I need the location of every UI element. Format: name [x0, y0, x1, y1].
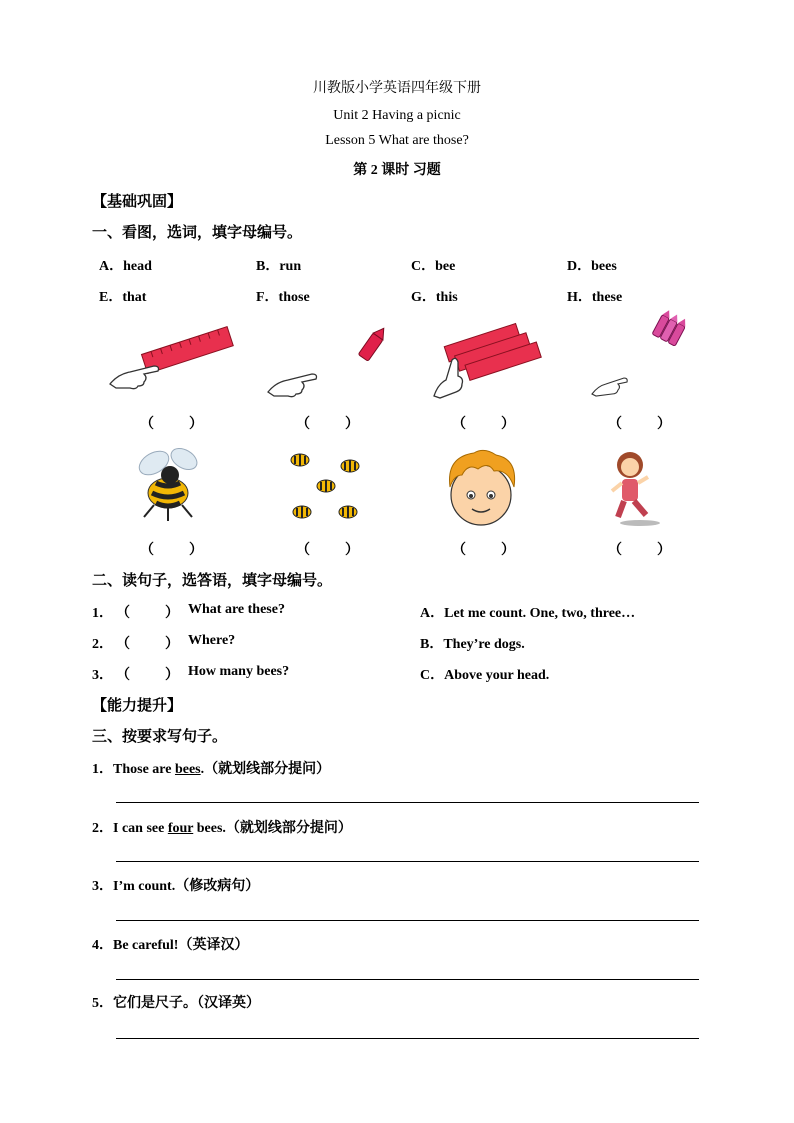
question-3-text: How many bees? — [188, 664, 290, 679]
answer-a: A．Let me count. One, two, three… — [420, 606, 636, 621]
rewrite-item-3 — [92, 875, 259, 895]
question-3-number: 3． — [92, 668, 113, 683]
rewrite-item-2-number: 2． — [92, 821, 113, 836]
rewrite-item-1-underlined: bees — [174, 762, 201, 777]
rewrite-item-1-pre: Those are — [113, 762, 175, 777]
answer-blank-8[interactable]: （ ） — [608, 543, 671, 558]
rewrite-item-1 — [92, 758, 330, 778]
question-1-number: 1． — [92, 606, 113, 621]
rewrite-item-4-pre: Be careful!（英译汉） — [113, 938, 249, 953]
rewrite-item-5-number: 5． — [92, 996, 113, 1011]
option-f: F．those — [256, 290, 310, 305]
bee-picture — [134, 445, 206, 523]
rewrite-item-2-underlined: four — [167, 821, 194, 836]
option-h: H．these — [567, 290, 623, 305]
hand-crayon-picture — [266, 330, 386, 396]
answer-blank-2[interactable]: （ ） — [296, 417, 359, 432]
question-3-blank[interactable]: （ ） — [116, 668, 179, 683]
answer-line-5[interactable] — [116, 1038, 699, 1039]
option-d: D．bees — [567, 259, 617, 274]
section-basic-heading: 【基础巩固】 — [92, 194, 183, 210]
answer-blank-4[interactable]: （ ） — [608, 417, 671, 432]
section-advanced-heading: 【能力提升】 — [92, 698, 183, 714]
option-e: E．that — [99, 290, 147, 305]
question-1-blank[interactable]: （ ） — [116, 606, 179, 621]
rewrite-item-3-pre: I’m count.（修改病句） — [113, 879, 260, 894]
answer-line-4[interactable] — [116, 979, 699, 980]
rewrite-item-3-number: 3． — [92, 879, 113, 894]
answer-line-1[interactable] — [116, 802, 699, 803]
book-title: 川教版小学英语四年级下册 — [313, 81, 481, 96]
answer-blank-5[interactable]: （ ） — [140, 543, 203, 558]
answer-line-3[interactable] — [116, 920, 699, 921]
rewrite-item-1-number: 1． — [92, 762, 113, 777]
question-2-number: 2． — [92, 637, 113, 652]
rewrite-item-2-pre: I can see — [113, 821, 168, 836]
answer-blank-6[interactable]: （ ） — [296, 543, 359, 558]
rewrite-item-5 — [92, 992, 260, 1012]
answer-blank-3[interactable]: （ ） — [452, 417, 515, 432]
part2-title: 二、读句子，选答语，填字母编号。 — [92, 573, 333, 589]
option-c: C．bee — [411, 259, 456, 274]
answer-c: C．Above your head. — [420, 668, 550, 683]
rewrite-item-5-pre: 它们是尺子。（汉译英） — [113, 996, 260, 1011]
part3-title: 三、按要求写句子。 — [92, 729, 228, 745]
lesson-title: Lesson 5 What are those? — [325, 133, 469, 148]
option-a: A．head — [99, 259, 152, 274]
rewrite-item-2-post: bees.（就划线部分提问） — [193, 821, 352, 836]
bees-picture — [284, 446, 366, 526]
boy-head-picture — [438, 447, 524, 529]
rewrite-item-1-post: .（就划线部分提问） — [200, 762, 331, 777]
option-g: G．this — [411, 290, 458, 305]
girl-running-picture — [608, 447, 664, 527]
rewrite-item-4-number: 4． — [92, 938, 113, 953]
option-b: B．run — [256, 259, 302, 274]
unit-title: Unit 2 Having a picnic — [333, 108, 461, 123]
hand-ruler-picture — [108, 322, 233, 394]
hand-crayons-picture — [590, 312, 690, 400]
answer-line-2[interactable] — [116, 861, 699, 862]
question-2-text: Where? — [188, 633, 236, 648]
question-1-text: What are these? — [188, 602, 285, 617]
rewrite-item-4 — [92, 934, 248, 954]
answer-b: B．They’re dogs. — [420, 637, 525, 652]
rewrite-item-2 — [92, 817, 352, 837]
part1-title: 一、看图，选词，填字母编号。 — [92, 225, 303, 241]
question-2-blank[interactable]: （ ） — [116, 637, 179, 652]
answer-blank-1[interactable]: （ ） — [140, 417, 203, 432]
period-title: 第 2 课时 习题 — [353, 163, 441, 178]
hand-rulers-picture — [432, 318, 542, 398]
answer-blank-7[interactable]: （ ） — [452, 543, 515, 558]
